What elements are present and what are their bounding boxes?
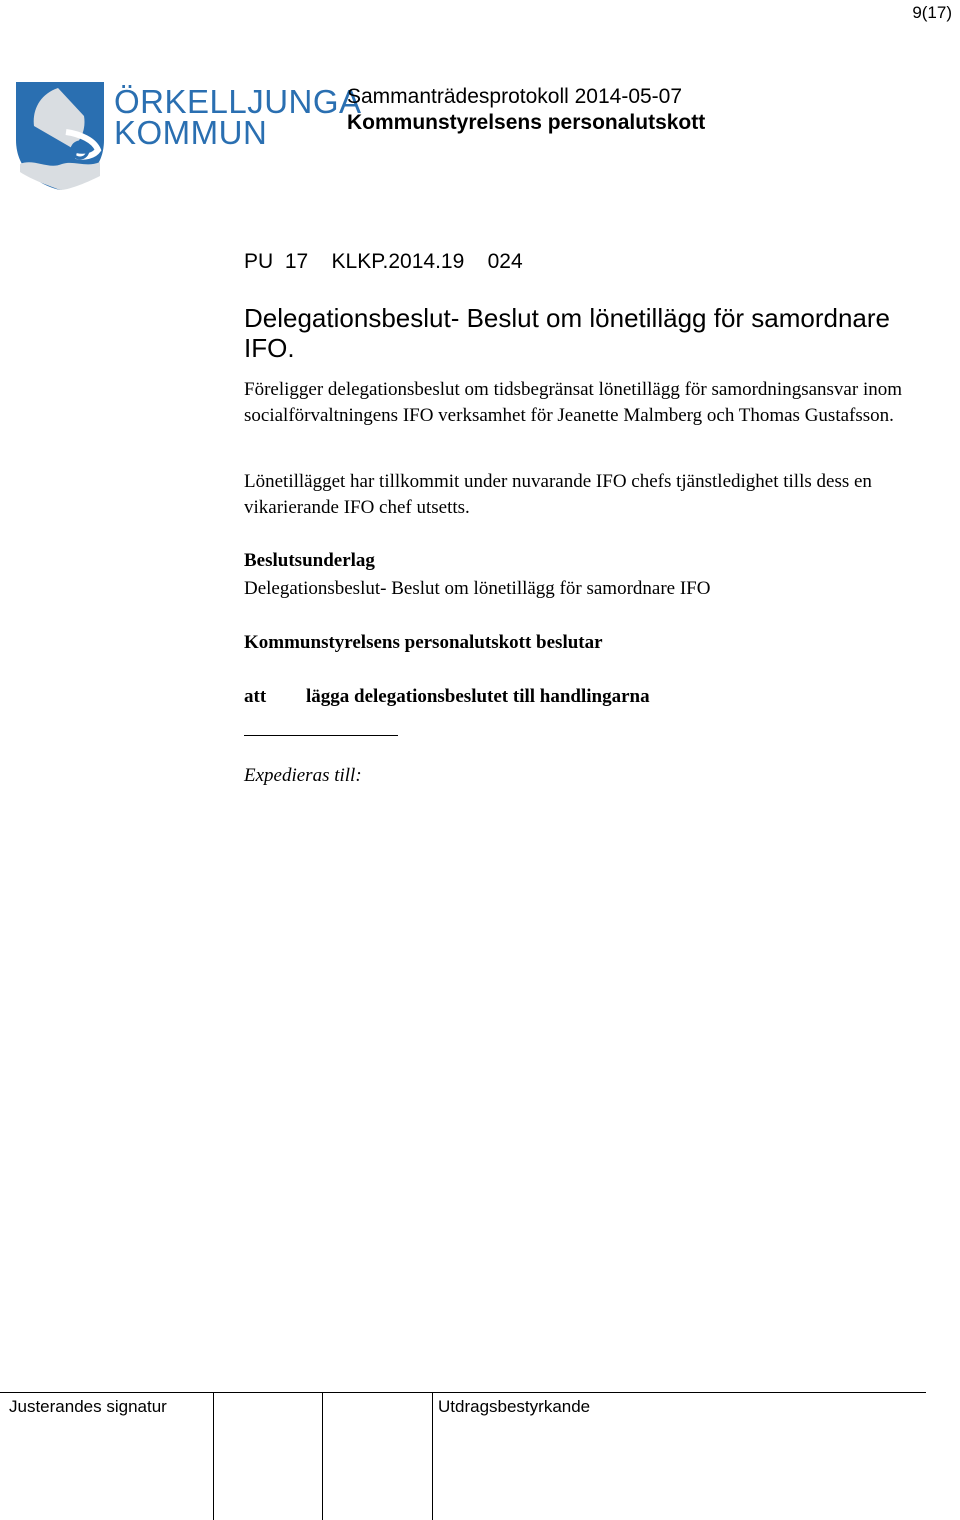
att-label: att bbox=[244, 686, 267, 707]
logo-line-1: ÖRKELLJUNGA bbox=[114, 83, 362, 120]
decision-basis-label: Beslutsunderlag bbox=[244, 550, 375, 571]
footer-divider bbox=[432, 1392, 433, 1520]
distribution-label: Expedieras till: bbox=[244, 765, 362, 786]
body-paragraph-2: Lönetillägget har tillkommit under nuvarande IFO chefs tjänstledighet tills dess en vikarierande IFO chef utsetts. bbox=[244, 471, 872, 518]
signature-label: Justerandes signatur bbox=[9, 1397, 167, 1416]
footer-divider bbox=[322, 1392, 323, 1520]
body-paragraph-1: Föreligger delegationsbeslut om tidsbegränsat lönetillägg för samordningsansvar inom socialförvaltningens IFO verksamhet för Jeanette Malmberg och Thomas Gustafsson. bbox=[244, 379, 903, 426]
logo-line-2: KOMMUN bbox=[114, 114, 268, 151]
decision-text: lägga delegationsbeslutet till handlingarna bbox=[306, 686, 650, 707]
case-heading: Delegationsbeslut- Beslut om lönetillägg för samordnare IFO. bbox=[244, 303, 891, 363]
page-number: 9(17) bbox=[912, 3, 952, 22]
separator-line bbox=[244, 735, 398, 736]
committee-name: Kommunstyrelsens personalutskott bbox=[347, 111, 706, 134]
document-title: Sammanträdesprotokoll 2014-05-07 bbox=[347, 85, 683, 108]
coat-of-arms-icon bbox=[14, 80, 106, 192]
case-reference: PU 17 KLKP.2014.19 024 bbox=[244, 250, 523, 273]
logo-wordmark bbox=[114, 83, 362, 151]
certification-label: Utdragsbestyrkande bbox=[438, 1397, 591, 1416]
footer-divider bbox=[213, 1392, 214, 1520]
decision-basis-item: Delegationsbeslut- Beslut om lönetillägg för samordnare IFO bbox=[244, 578, 711, 599]
decision-heading: Kommunstyrelsens personalutskott beslutar bbox=[244, 632, 603, 653]
footer-top-border bbox=[0, 1392, 926, 1393]
